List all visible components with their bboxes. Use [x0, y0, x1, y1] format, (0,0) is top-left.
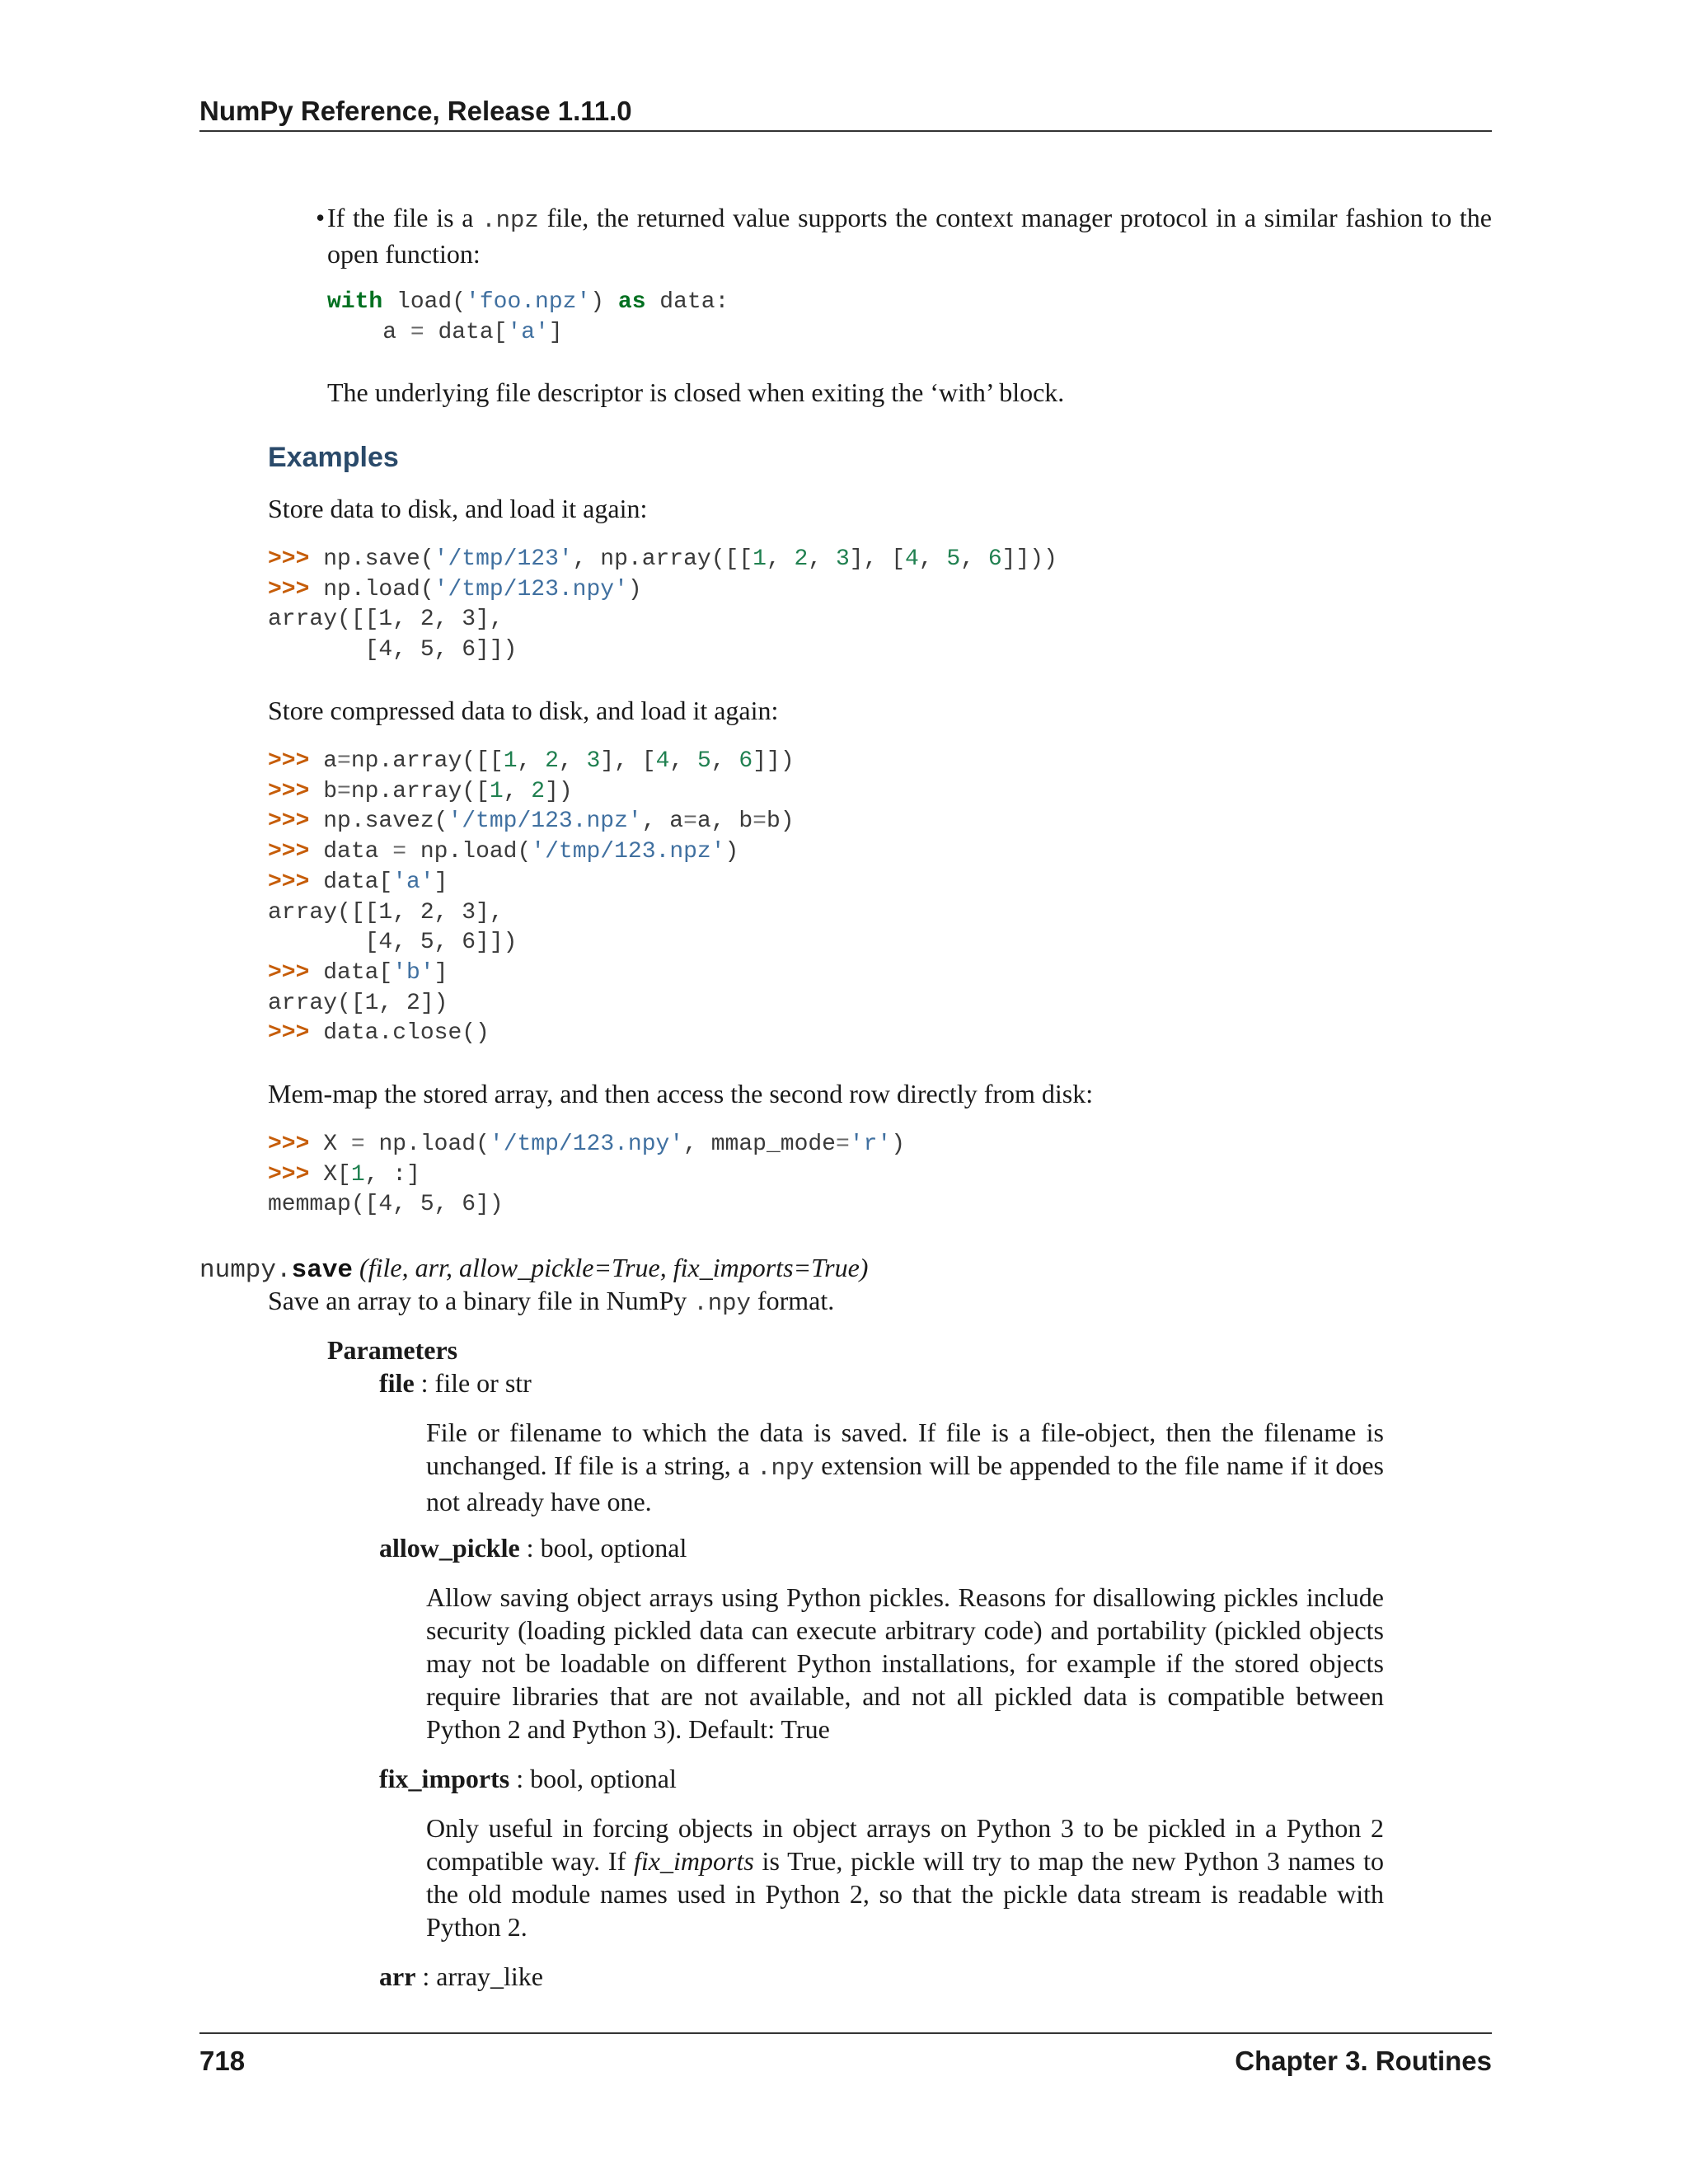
npz-closing-text [327, 376, 1064, 409]
summary-code: .npy [693, 1290, 751, 1317]
code-line: with load('foo.npz') as data: [327, 289, 729, 315]
example-intro-2: Store compressed data to disk, and load it again: [268, 696, 779, 725]
param-type: : bool, optional [509, 1764, 677, 1793]
code-line: >>> data['a'] [268, 869, 448, 895]
code-line: >>> b=np.array([1, 2]) [268, 778, 573, 804]
param-fix-imports-desc [426, 1811, 1384, 1943]
param-allow-pickle-desc: Allow saving object arrays using Python pickles. Reasons for disallowing pickles include security (loading pickled data can execute arbitrary code) and portability (pickled objects may not be loadable on different Python installations, for example if the stored objects require libraries that are not available, and not all pickled data is compatible between Python 2 and Python 3). Default: True [426, 1582, 1384, 1744]
summary-after: format. [750, 1286, 835, 1315]
code-line: memmap([4, 5, 6]) [268, 1192, 504, 1218]
code-line: >>> np.load('/tmp/123.npy') [268, 576, 642, 602]
code-line: >>> data.close() [268, 1020, 490, 1047]
function-summary [268, 1284, 834, 1320]
function-signature [199, 1251, 868, 1287]
code-line: array([[1, 2, 3], [268, 899, 504, 926]
desc-text: is True, pickle will try to map the new Python 3 names to the old module names used in Python 2, so that the pickle data stream is readable with Python 2. [426, 1846, 1385, 1942]
param-name: arr [379, 1961, 416, 1991]
npz-text-after: file, the returned value supports the context manager protocol in a similar fashion to the open function: [327, 203, 1493, 269]
page-footer [199, 2032, 1492, 2080]
header-title: NumPy Reference, Release 1.11.0 [199, 96, 632, 126]
npz-code: .npz [481, 207, 539, 234]
param-arr-term [379, 1960, 543, 1993]
example-intro-3: Mem-map the stored array, and then access the second row directly from disk: [268, 1079, 1094, 1108]
code-line: >>> data['b'] [268, 959, 448, 986]
running-header [199, 92, 1492, 132]
npz-bullet-item [316, 201, 1492, 270]
parameters-label: Parameters [327, 1335, 458, 1365]
code-line: >>> X = np.load('/tmp/123.npy', mmap_mode='r') [268, 1132, 906, 1157]
code-line: >>> X[1, :] [268, 1161, 420, 1188]
example-intro-1: Store data to disk, and load it again: [268, 494, 648, 523]
code-line: >>> np.save('/tmp/123', np.array([[1, 2, 3], [4, 5, 6]])) [268, 546, 1057, 572]
example-code-block-2 [268, 747, 795, 1049]
code-line: a = data['a'] [327, 319, 563, 345]
desc-emphasis: fix_imports [634, 1846, 754, 1876]
with-code-block [327, 288, 729, 348]
example-code-block-1 [268, 545, 1057, 666]
bullet-mark: • [316, 203, 326, 232]
desc-text: extension will be appended to the file name if it does not already have one. [426, 1451, 1385, 1516]
page-number: 718 [199, 2046, 246, 2076]
code-line: array([1, 2]) [268, 990, 448, 1016]
signature-module: numpy. [199, 1256, 292, 1285]
summary-before: Save an array to a binary file in NumPy [268, 1286, 694, 1315]
code-line: >>> data = np.load('/tmp/123.npz') [268, 839, 739, 865]
npz-text-before: If the file is a [327, 203, 482, 232]
example-code-block-3 [268, 1130, 905, 1221]
closing-sentence: The underlying file descriptor is closed when exiting the ‘with’ block. [327, 377, 1065, 407]
desc-text: Only useful in forcing objects in object arrays on Python 3 to be pickled in a Python 2 compatible way. If [426, 1813, 1384, 1876]
signature-name: save [291, 1256, 354, 1285]
code-line: >>> a=np.array([[1, 2, 3], [4, 5, 6]]) [268, 748, 795, 774]
param-file-desc [426, 1416, 1384, 1518]
code-line: [4, 5, 6]]) [268, 930, 518, 956]
examples-heading: Examples [268, 442, 399, 473]
param-type: : array_like [415, 1961, 543, 1991]
desc-code: .npy [757, 1455, 814, 1482]
desc-text: File or filename to which the data is saved. If file is a file-object, then the filename is unchanged. If file is a string, a [426, 1418, 1384, 1480]
param-file-term [379, 1366, 532, 1399]
param-allow-pickle-term [379, 1531, 687, 1564]
param-name: allow_pickle [379, 1533, 520, 1563]
signature-params: (file, arr, allow_pickle=True, fix_imports=True) [359, 1253, 869, 1282]
param-name: file [379, 1368, 415, 1398]
code-line: array([[1, 2, 3], [268, 607, 504, 633]
param-type: : bool, optional [519, 1533, 687, 1563]
code-line: [4, 5, 6]]) [268, 637, 518, 663]
param-name: fix_imports [379, 1764, 510, 1793]
param-type: : file or str [414, 1368, 532, 1398]
code-line: >>> np.savez('/tmp/123.npz', a=a, b=b) [268, 808, 795, 835]
chapter-label: Chapter 3. Routines [1235, 2046, 1492, 2076]
param-fix-imports-term [379, 1762, 677, 1795]
